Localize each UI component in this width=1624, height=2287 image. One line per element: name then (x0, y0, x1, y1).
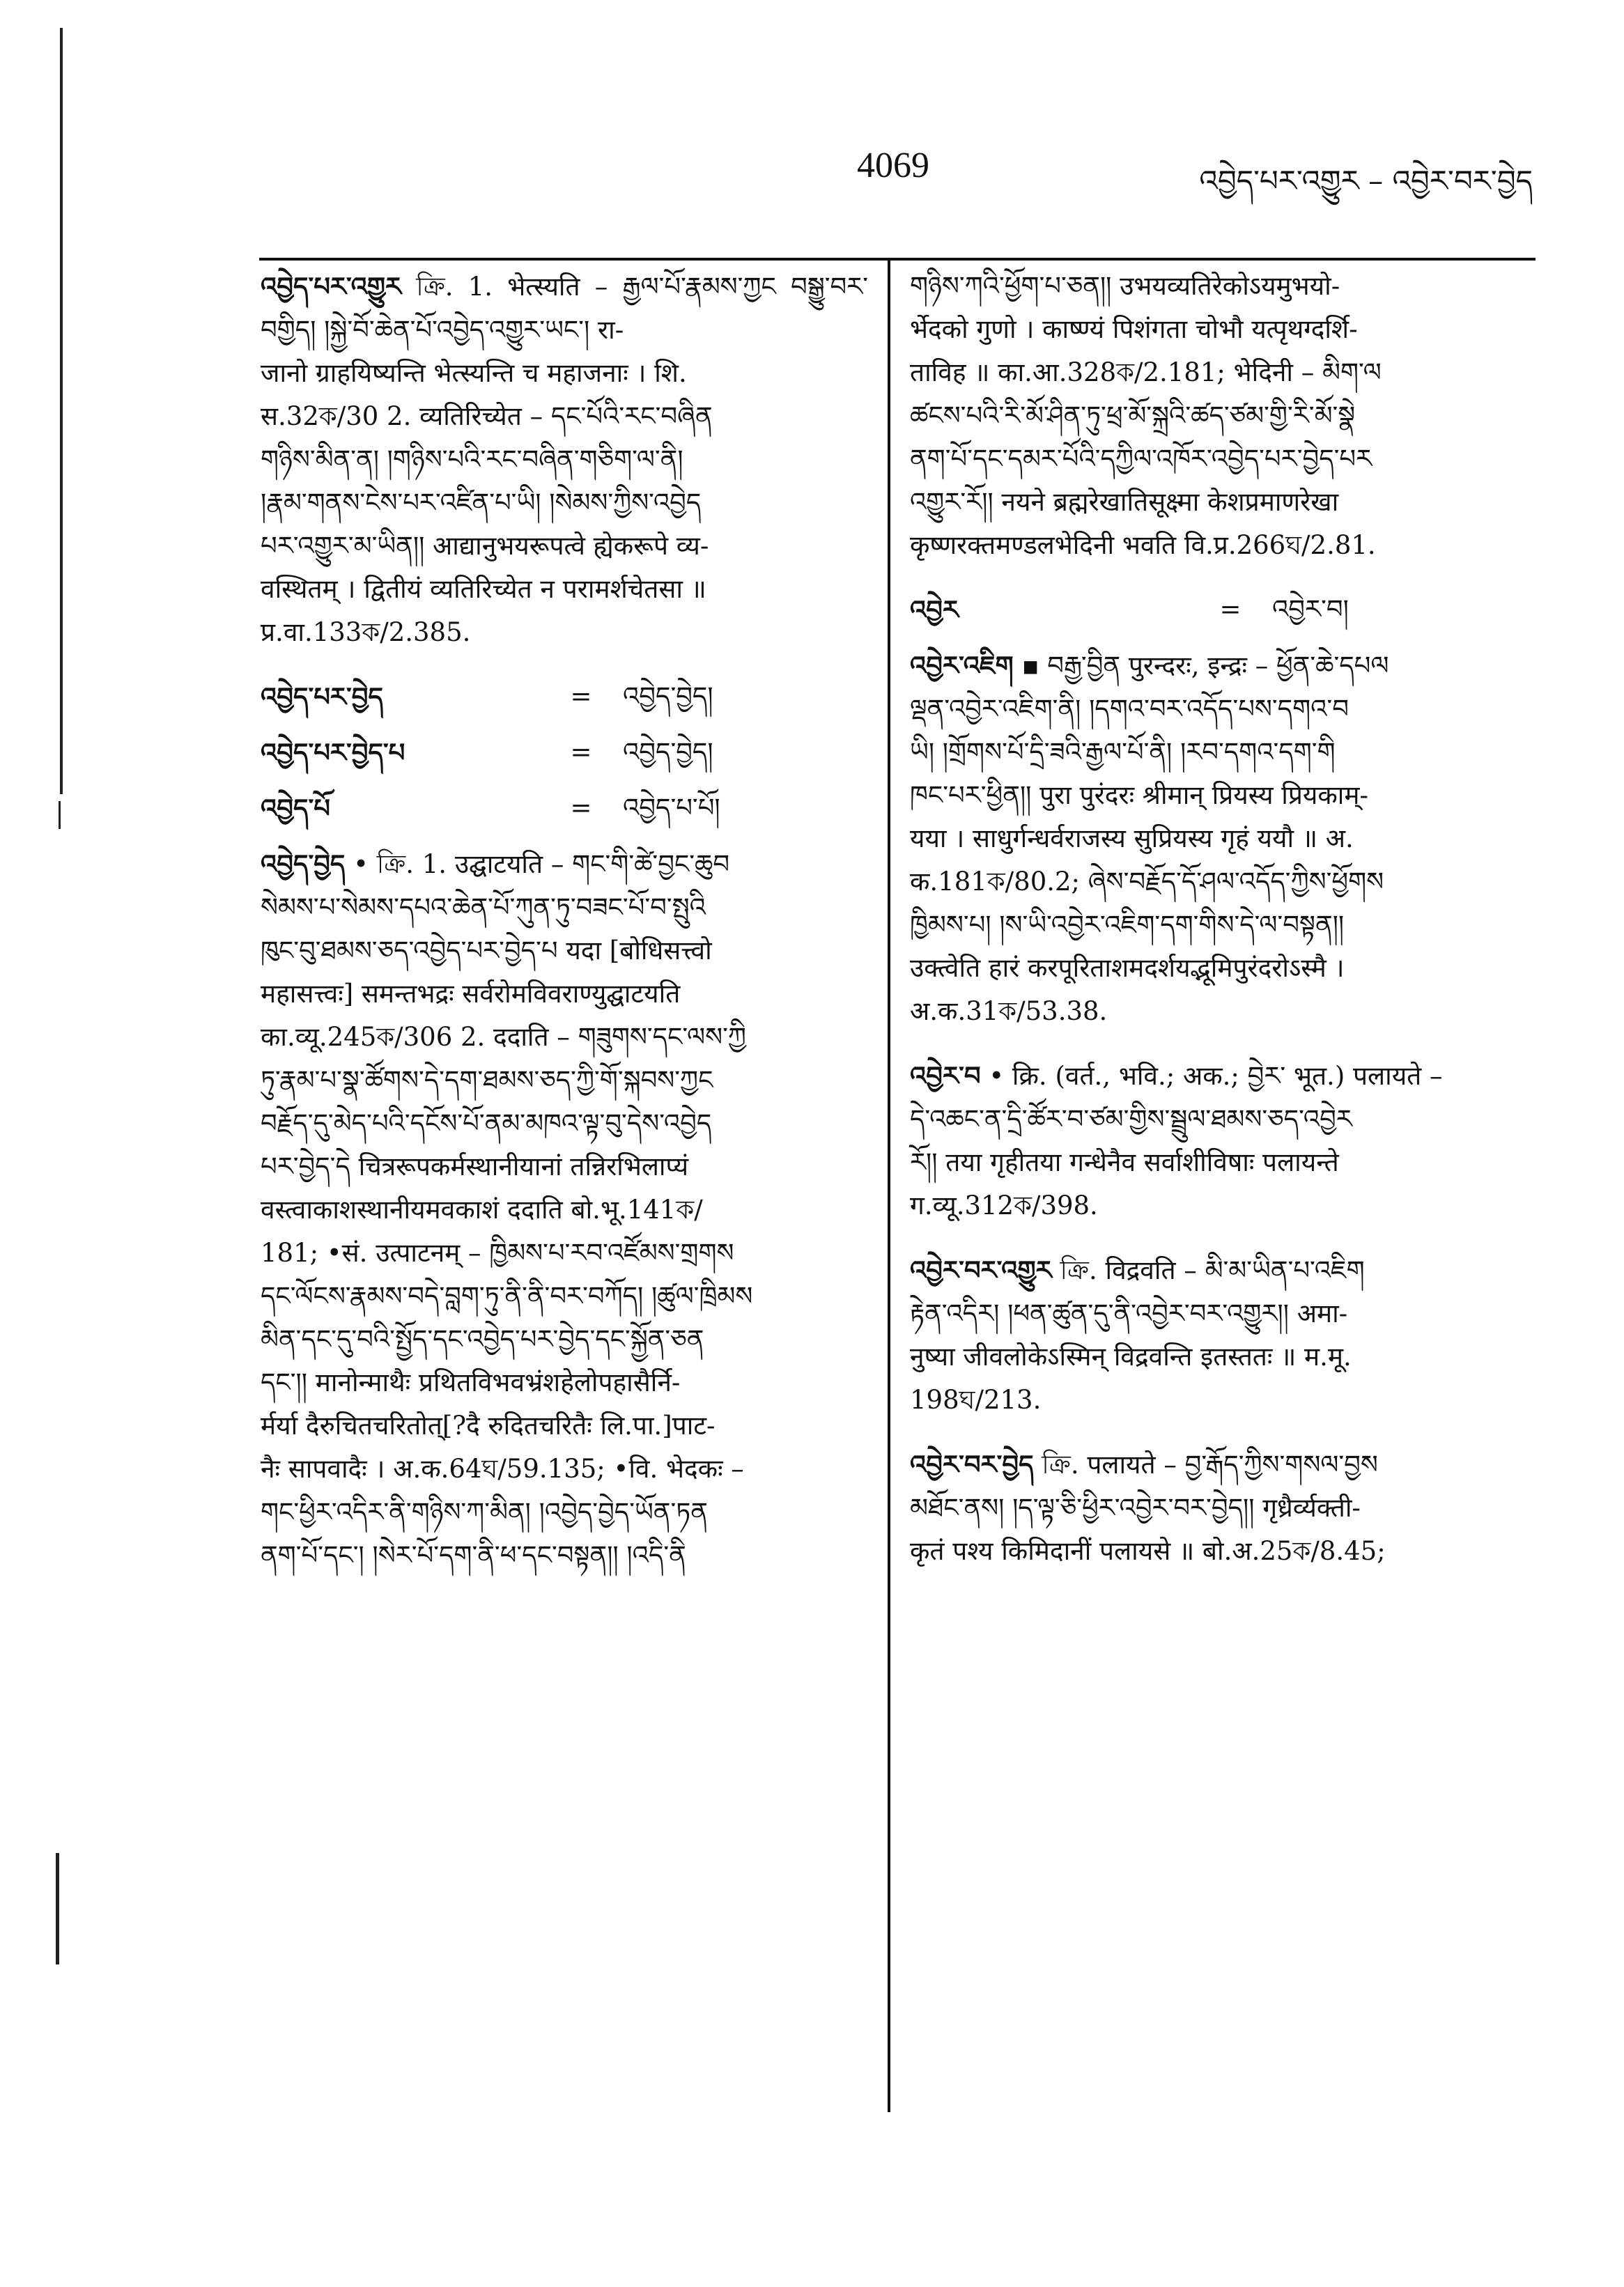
entry-line: क.181ক/80.2; ཞེས་བརྗོད་དོ་ཤལ་འདོད་ཀྱིས་ཕྱོགས (910, 867, 1384, 897)
entry-line: ཏུ་རྣམ་པ་སྣ་ཚོགས་དེ་དག་ཐམས་ཅད་ཀྱི་གོ་སྐབས་ཀྱང (261, 1065, 713, 1095)
entry-line: ཁུང་བུ་ཐམས་ཅད་འབྱེད་པར་བྱེད་པ यदा [बोधिसत्त्वो (261, 936, 712, 966)
entry-line: 198ঘ/213. (910, 1385, 1042, 1415)
equals-sign: = (1219, 594, 1242, 624)
entry-line: ནག་པོ་དང་དམར་པོའི་དཀྱིལ་འཁོར་འབྱེད་པར་བྱེད་པར (910, 444, 1372, 474)
entry-line: ক্রি. पलायते – བྱ་རྒོད་ཀྱིས་གསལ་བྱས (1042, 1450, 1378, 1480)
entry-line: དང་།། मानोन्माथैः प्रथितविभवभ्रंशहेलोपहासैर्नि- (261, 1367, 681, 1397)
entry-line: र्मर्या दैरुचितचरितोत्[?दै रुदितचरितैः लि.पा.]पाट- (261, 1411, 716, 1441)
headword: འབྱེད་པོ (261, 793, 330, 823)
running-head: འབྱེད་པར་འགྱུར – འབྱེར་བར་བྱེད (1199, 164, 1533, 198)
headword: འབྱེར (910, 594, 959, 625)
right-column (910, 265, 1537, 1594)
entry-line: स.32ক/30 2. व्यतिरिच्येत – དང་པོའི་རང་བཞིན (261, 401, 713, 431)
entry-line: མིན་དང་དུ་བའི་སྤྱོད་དང་འབྱེད་པར་བྱེད་དང་སྐྱོན་ཅན (261, 1324, 704, 1354)
equals-sign: = (570, 793, 592, 823)
cross-reference-target: འབྱེར་བ། (1272, 594, 1349, 624)
entry-line: महासत्त्वः] समन्तभद्रः सर्वरोमविवराण्युद्घाटयति (261, 979, 681, 1009)
cross-reference (261, 675, 868, 718)
equals-sign: = (570, 737, 592, 767)
entry-line: སེམས་པ་སེམས་དཔའ་ཆེན་པོ་ཀུན་ཏུ་བཟང་པོ་བ་སྤུའི (261, 892, 706, 922)
entry-line: ক্রি. विद्रवति – མི་མ་ཡིན་པ་འཇིག (1060, 1255, 1365, 1285)
cross-reference (910, 588, 1537, 631)
entry-line: འགྱུར་རོ།། नयने ब्रह्मरेखातिसूक्ष्मा केशप्रमाणरेखा (910, 487, 1339, 517)
margin-mark (56, 1853, 59, 1964)
entry-line: ক্রি. 1. भेत्स्यति – རྒྱལ་པོ་རྣམས་ཀྱང བསྒྱུ་བར་བགྱིད། །སྐྱེ་བོ་ཆེན་པོ་འབྱེད་འགྱུར་ཡང་། रा- (261, 272, 868, 345)
dictionary-entry (910, 1443, 1537, 1573)
entry-line: ཡི། །གྲོགས་པོ་དྲི་ཟའི་རྒྱལ་པོ་ནི། །རབ་དགའ་དག་གི (910, 737, 1336, 767)
headword: འབྱེར་བར་བྱེད (910, 1449, 1034, 1480)
dictionary-entry (910, 644, 1537, 1033)
cross-reference (261, 731, 868, 774)
entry-line: वस्त्वाकाशस्थानीयमवकाशं ददाति बो.भू.141ক/ (261, 1195, 703, 1225)
entry-line: अ.क.31ক/53.38. (910, 996, 1108, 1026)
entry-line: །རྣམ་གནས་ངེས་པར་འཛིན་པ་ཡི། །སེམས་ཀྱིས་འབྱེད (261, 488, 702, 518)
entry-line: རོ།། तया गृहीतया गन्धेनैव सर्वाशीविषाः पलायन्ते (910, 1147, 1339, 1177)
margin-mark (59, 801, 61, 829)
headword: འབྱེད་པར་བྱེད (261, 681, 383, 712)
dictionary-entry (910, 1248, 1537, 1422)
entry-line: དེ་འཆང་ན་དྲི་ཚོར་བ་ཙམ་གྱིས་སྦྲུལ་ཐམས་ཅད་འབྱེར (910, 1104, 1352, 1134)
entry-line: གཉིས་མིན་ན། །གཉིས་པའི་རང་བཞིན་གཅིག་ལ་ནི། (261, 444, 683, 474)
headword: འབྱེར་བ (910, 1060, 981, 1091)
entry-line: वस्थितम् । द्वितीयं व्यतिरिच्येत न परामर्शचेतसा ॥ (261, 574, 706, 604)
entry-line: का.व्यू.245ক/306 2. ददाति – གཟུགས་དང་ལས་ཀྱི (261, 1022, 746, 1052)
entry-line: प्र.वा.133ক/2.385. (261, 617, 471, 647)
header-rule (259, 258, 1536, 261)
margin-mark (60, 28, 63, 794)
entry-line: ཚངས་པའི་རི་མོ་ཤིན་ཏུ་ཕྲ་མོ་སྐྲའི་ཚད་ཙམ་གྱི་རི་མོ་སྣེ (910, 401, 1356, 431)
entry-line: རྟེན་འདིར། །ཕན་ཚུན་དུ་ནི་འབྱེར་བར་འགྱུར།། अमा- (910, 1298, 1348, 1328)
entry-line: ཁྱིམས་པ། །ས་ཡི་འབྱེར་འཇིག་དག་གིས་དེ་ལ་བསྟན།། (910, 910, 1345, 940)
headword: འབྱེར་བར་འགྱུར (910, 1255, 1052, 1285)
cross-reference-target: འབྱེད་བྱེད། (623, 681, 713, 711)
entry-line: 181; •सं. उत्पाटनम् – ཁྱིམས་པ་རབ་འཛོམས་གྲགས (261, 1238, 734, 1268)
entry-line: པར་བྱེད་དེ चित्ररूपकर्मस्थानीयानां तन्निरभिलाप्यं (261, 1152, 689, 1181)
entry-line: པར་འགྱུར་མ་ཡིན།། आद्यानुभयरूपत्वे ह्येकरूपे व्य- (261, 531, 709, 561)
dictionary-entry (261, 265, 868, 654)
entry-line: བརྗོད་དུ་མེད་པའི་དངོས་པོ་ནམ་མཁའ་ལྟ་བུ་དེས་འབྱེད (261, 1108, 712, 1138)
dictionary-entry-continued (910, 265, 1537, 567)
page-number: 4069 (857, 146, 929, 185)
cross-reference-target: འབྱེད་བྱེད། (623, 737, 713, 767)
entry-line: ཁང་པར་ཕྱིན།། पुरा पुरंदरः श्रीमान् प्रियस्य प्रियकाम्- (910, 780, 1369, 810)
cross-reference-target: འབྱེད་པ་པོ། (623, 793, 720, 823)
entry-line: • क्रि. (वर्त., भवि.; अक.; བྱེར་ भूत.) पलायते – (989, 1061, 1443, 1091)
equals-sign: = (570, 681, 592, 711)
entry-line: མཐོང་ནས། །ད་ལྟ་ཅི་ཕྱིར་འབྱེར་བར་བྱེད།། गृध्रैर्व्यक्ती- (910, 1493, 1361, 1523)
entry-line: ནག་པོ་དང་། །སེར་པོ་དག་ནི་ཕ་དང་བསྟན།། །འདི་ནི (261, 1540, 686, 1570)
entry-line: यया । साधुर्गन्धर्वराजस्य सुप्रियस्य गृहं ययौ ॥ अ. (910, 823, 1354, 853)
entry-line: • ক্রি. 1. उद्घाटयति – གང་གི་ཚེ་བྱང་ཆུབ (353, 849, 730, 879)
entry-line: उक्त्वेति हारं करपूरिताशमदर्शयद्भूमिपुरंदरोऽस्मै । (910, 953, 1345, 983)
dictionary-entry (910, 1054, 1537, 1227)
entry-line: གཉིས་ཀའི་ཕྱོག་པ་ཅན།། उभयव्यतिरेकोऽयमुभयो- (910, 271, 1340, 301)
headword: འབྱེད་བྱེད (261, 848, 346, 879)
entry-line: ग.व्यू.312ক/398. (910, 1191, 1098, 1220)
left-column (261, 265, 868, 1598)
entry-line: གང་ཕྱིར་འདིར་ནི་གཉིས་ཀ་མིན། །འབྱེད་བྱེད་ཡོན་ཏན (261, 1497, 708, 1527)
entry-line: ताविह ॥ का.आ.328ক/2.181; भेदिनी – མིག་ལ (910, 357, 1382, 387)
entry-line: जानो ग्राहयिष्यन्ति भेत्स्यन्ति च महाजनाः । शि. (261, 358, 687, 388)
entry-line: कृतं पश्य किमिदानीं पलायसे ॥ बो.अ.25ক/8.45; (910, 1536, 1386, 1566)
entry-line: དང་ལོངས་རྣམས་བདེ་བླག་ཏུ་ནི་ནི་བར་བཀོད། །ཚུལ་ཁྲིམས (261, 1281, 753, 1311)
dictionary-entry (261, 842, 868, 1577)
entry-line: कृष्णरक्तमण्डलभेदिनी भवति वि.प्र.266ঘ/2.81. (910, 530, 1376, 560)
cross-reference (261, 786, 868, 830)
headword: འབྱེར་འཇིག (910, 650, 1014, 681)
headword: འབྱེད་པར་བྱེད་པ (261, 737, 405, 768)
column-divider (888, 259, 890, 2112)
entry-line: नैः सापवादैः । अ.क.64ঘ/59.135; •वि. भेदकः – (261, 1454, 744, 1484)
headword: འབྱེད་པར་འགྱུར (261, 271, 402, 302)
entry-line: नुष्या जीवलोकेऽस्मिन् विद्रवन्ति इतस्ततः ॥ म.मू. (910, 1342, 1352, 1372)
entry-line: ལྡན་འབྱེར་འཇིག་ནི། །དགའ་བར་འདོད་པས་དགའ་བ (910, 694, 1349, 724)
entry-line: ▪ བརྒྱ་བྱིན पुरन्दरः, इन्द्रः – ཕྱོན་ཆེ་དཔལ (1021, 651, 1389, 681)
entry-line: र्भेदको गुणो । काष्ण्यं पिशंगता चोभौ यत्पृथग्दर्शि- (910, 314, 1358, 344)
